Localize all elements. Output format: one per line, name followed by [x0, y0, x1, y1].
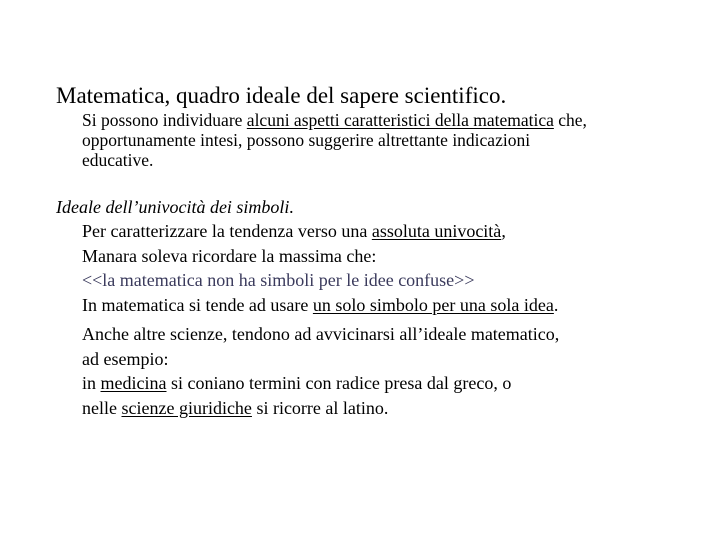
intro-text: che, — [553, 110, 587, 130]
section-heading: Ideale dell’univocità dei simboli. — [56, 197, 294, 217]
quoted-maxim: <<la matematica non ha simboli per le idee confuse>> — [82, 270, 475, 290]
paragraph-text: , — [501, 221, 506, 241]
univocity-paragraph — [82, 219, 712, 317]
slide-title: Matematica, quadro ideale del sapere scientifico. — [56, 83, 507, 108]
paragraph-text: . — [553, 294, 559, 315]
paragraph-line — [82, 396, 712, 421]
paragraph-text: si coniano termini con radice presa dal greco, o — [166, 373, 512, 393]
paragraph-text: si ricorre al latino. — [251, 397, 389, 418]
underlined-phrase: un solo simbolo per una sola idea — [312, 294, 554, 315]
paragraph-text: in — [82, 373, 101, 393]
intro-line-3: educative. — [82, 150, 154, 170]
paragraph-text: In matematica si tende ad usare — [82, 294, 313, 315]
paragraph-line: Manara soleva ricordare la massima che: — [82, 245, 377, 266]
paragraph-line — [82, 371, 712, 396]
underlined-phrase: alcuni aspetti caratteristici della matematica — [246, 110, 554, 130]
paragraph-text: Per caratterizzare la tendenza verso una — [82, 221, 372, 241]
intro-text: Si possono individuare — [82, 110, 247, 130]
underlined-phrase: medicina — [100, 373, 167, 393]
intro-line-2: opportunamente intesi, possono suggerire altrettante indicazioni — [82, 130, 531, 150]
other-sciences-paragraph — [82, 322, 712, 420]
paragraph-line — [82, 293, 712, 318]
underlined-phrase: assoluta univocità — [371, 221, 502, 241]
intro-paragraph — [82, 110, 712, 170]
paragraph-line: ad esempio: — [82, 348, 169, 369]
underlined-phrase: scienze giuridiche — [121, 397, 252, 418]
paragraph-text: nelle — [82, 397, 122, 418]
paragraph-line — [82, 219, 712, 244]
paragraph-line: Anche altre scienze, tendono ad avvicinarsi all’ideale matematico, — [82, 324, 560, 344]
intro-line-1 — [82, 110, 712, 130]
